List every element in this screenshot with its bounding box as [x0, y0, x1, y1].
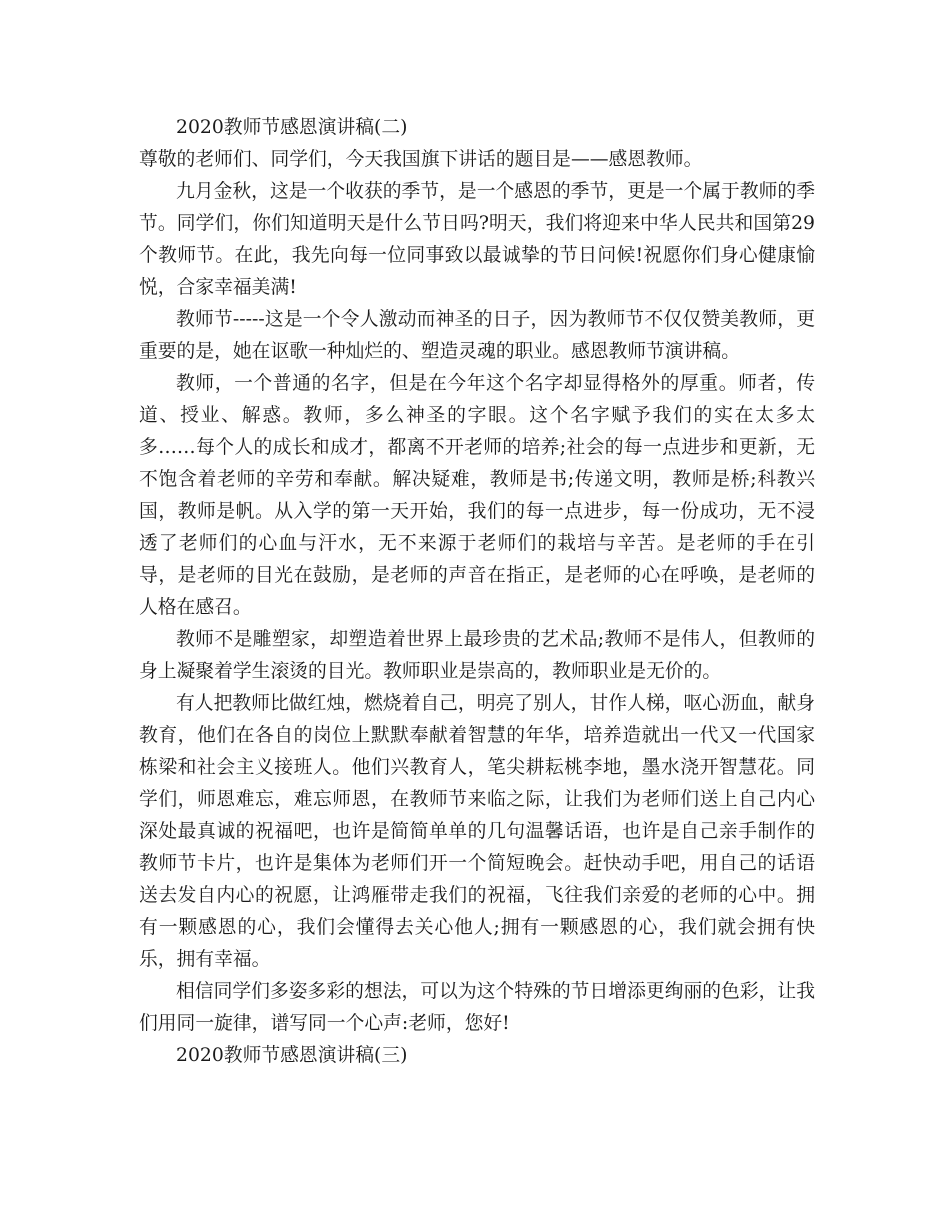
paragraph-greeting: 尊敬的老师们、同学们，今天我国旗下讲话的题目是——感恩教师。 [139, 149, 703, 170]
paragraph: 相信同学们多姿多彩的想法，可以为这个特殊的节日增添更绚丽的色彩，让我们用同一旋律，谱写同一个心声:老师，您好! [139, 981, 815, 1034]
section-heading-2: 2020教师节感恩演讲稿(二) [176, 117, 408, 138]
section-heading-3: 2020教师节感恩演讲稿(三) [176, 1045, 408, 1066]
paragraph: 教师不是雕塑家，却塑造着世界上最珍贵的艺术品;教师不是伟人，但教师的身上凝聚着学生滚烫的目光。教师职业是崇高的，教师职业是无价的。 [139, 629, 815, 682]
document-body [139, 112, 815, 1072]
paragraph: 教师节-----这是一个令人激动而神圣的日子，因为教师节不仅仅赞美教师，更重要的是，她在讴歌一种灿烂的、塑造灵魂的职业。感恩教师节演讲稿。 [139, 309, 815, 362]
paragraph: 有人把教师比做红烛，燃烧着自己，明亮了别人，甘作人梯，呕心沥血，献身教育，他们在各自的岗位上默默奉献着智慧的年华，培养造就出一代又一代国家栋梁和社会主义接班人。他们兴教育人，笔尖耕耘桃李地，墨水浇开智慧花。同学们，师恩难忘，难忘师恩，在教师节来临之际，让我们为老师们送上自己内心深处最真诚的祝福吧，也许是简简单单的几句温馨话语，也许是自己亲手制作的教师节卡片，也许是集体为老师们开一个简短晚会。赶快动手吧，用自己的话语送去发自内心的祝愿，让鸿雁带走我们的祝福，飞往我们亲爱的老师的心中。拥有一颗感恩的心，我们会懂得去关心他人;拥有一颗感恩的心，我们就会拥有快乐，拥有幸福。 [139, 693, 815, 970]
paragraph: 九月金秋，这是一个收获的季节，是一个感恩的季节，更是一个属于教师的季节。同学们，你们知道明天是什么节日吗?明天，我们将迎来中华人民共和国第29个教师节。在此，我先向每一位同事致以最诚挚的节日问候!祝愿你们身心健康愉悦，合家幸福美满! [139, 181, 815, 298]
paragraph: 教师，一个普通的名字，但是在今年这个名字却显得格外的厚重。师者，传道、授业、解惑。教师，多么神圣的字眼。这个名字赋予我们的实在太多太多……每个人的成长和成才，都离不开老师的培养;社会的每一点进步和更新，无不饱含着老师的辛劳和奉献。解决疑难，教师是书;传递文明，教师是桥;科教兴国，教师是帆。从入学的第一天开始，我们的每一点进步，每一份成功，无不浸透了老师们的心血与汗水，无不来源于老师们的栽培与辛苦。是老师的手在引导，是老师的目光在鼓励，是老师的声音在指正，是老师的心在呼唤，是老师的人格在感召。 [139, 373, 815, 618]
